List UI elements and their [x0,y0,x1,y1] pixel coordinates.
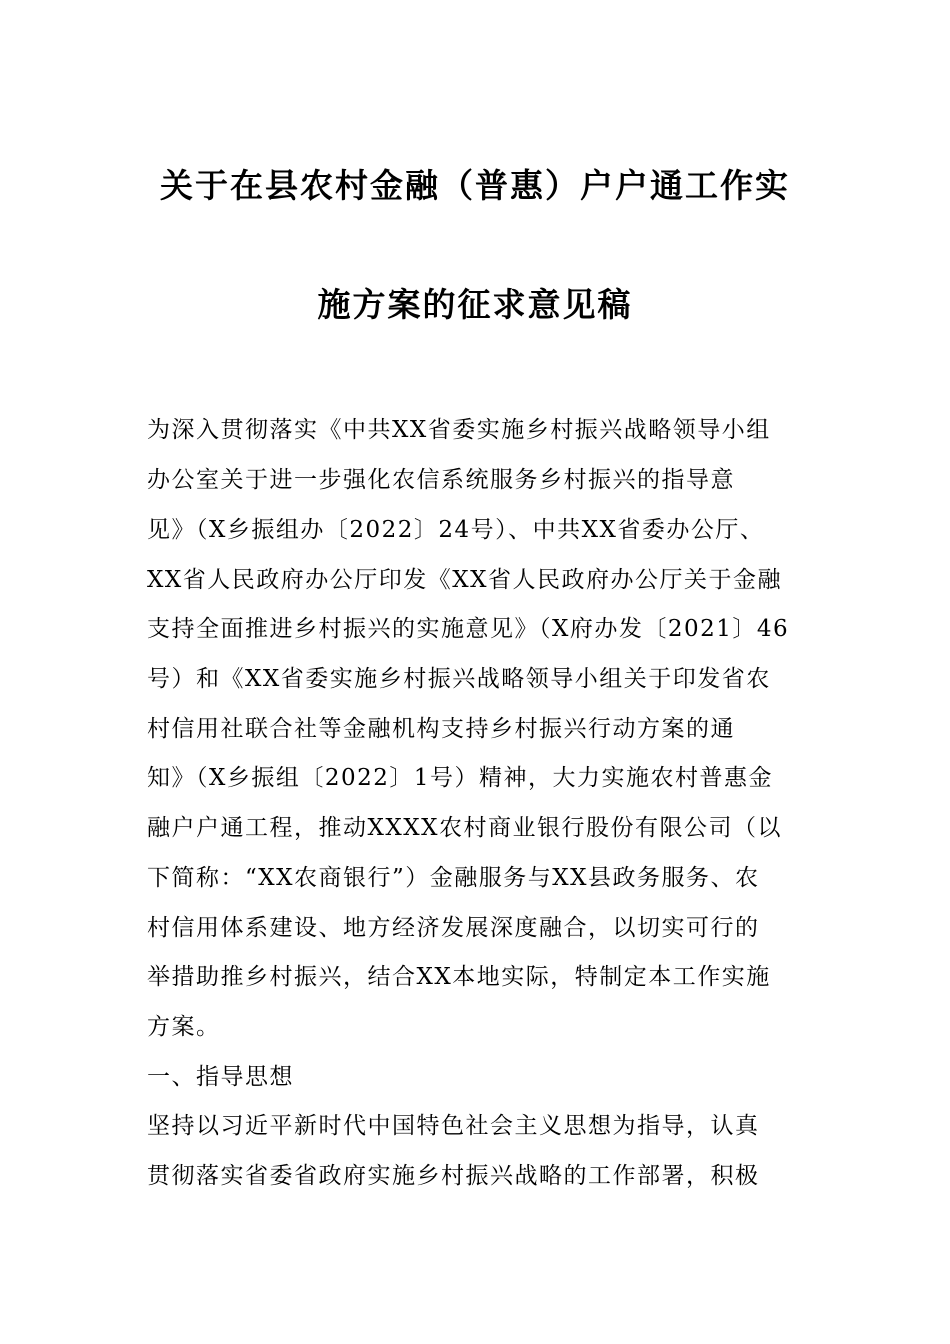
section-heading: 一、指导思想 [147,1064,294,1090]
body-line: 见》（X乡振组办〔2022〕24号）、中共XX省委办公厅、 [147,517,765,543]
body-line: 办公室关于进一步强化农信系统服务乡村振兴的指导意 [147,467,735,493]
body-line: 村信用社联合社等金融机构支持乡村振兴行动方案的通 [147,716,735,742]
body-line: 为深入贯彻落实《中共XX省委实施乡村振兴战略领导小组 [147,417,771,443]
body-line: 融户户通工程，推动XXXX农村商业银行股份有限公司（以 [147,815,782,841]
body-line: 下简称：“XX农商银行”）金融服务与XX县政务服务、农 [147,865,760,891]
body-line: 举措助推乡村振兴，结合XX本地实际，特制定本工作实施 [147,964,771,990]
body-line: 贯彻落实省委省政府实施乡村振兴战略的工作部署，积极 [147,1163,760,1189]
body-line: 号）和《XX省委实施乡村振兴战略领导小组关于印发省农 [147,666,771,692]
body-line: 支持全面推进乡村振兴的实施意见》（X府办发〔2021〕46 [147,616,790,642]
body-line: 方案。 [147,1014,221,1040]
body-line: XX省人民政府办公厅印发《XX省人民政府办公厅关于金融 [147,567,782,593]
body-line: 村信用体系建设、地方经济发展深度融合，以切实可行的 [147,915,760,941]
document-title-line-2: 施方案的征求意见稿 [317,285,633,324]
body-line: 坚持以习近平新时代中国特色社会主义思想为指导，认真 [147,1113,760,1139]
document-title-line-1: 关于在县农村金融（普惠）户户通工作实 [160,166,790,205]
body-line: 知》（X乡振组〔2022〕1号）精神，大力实施农村普惠金 [147,765,774,791]
